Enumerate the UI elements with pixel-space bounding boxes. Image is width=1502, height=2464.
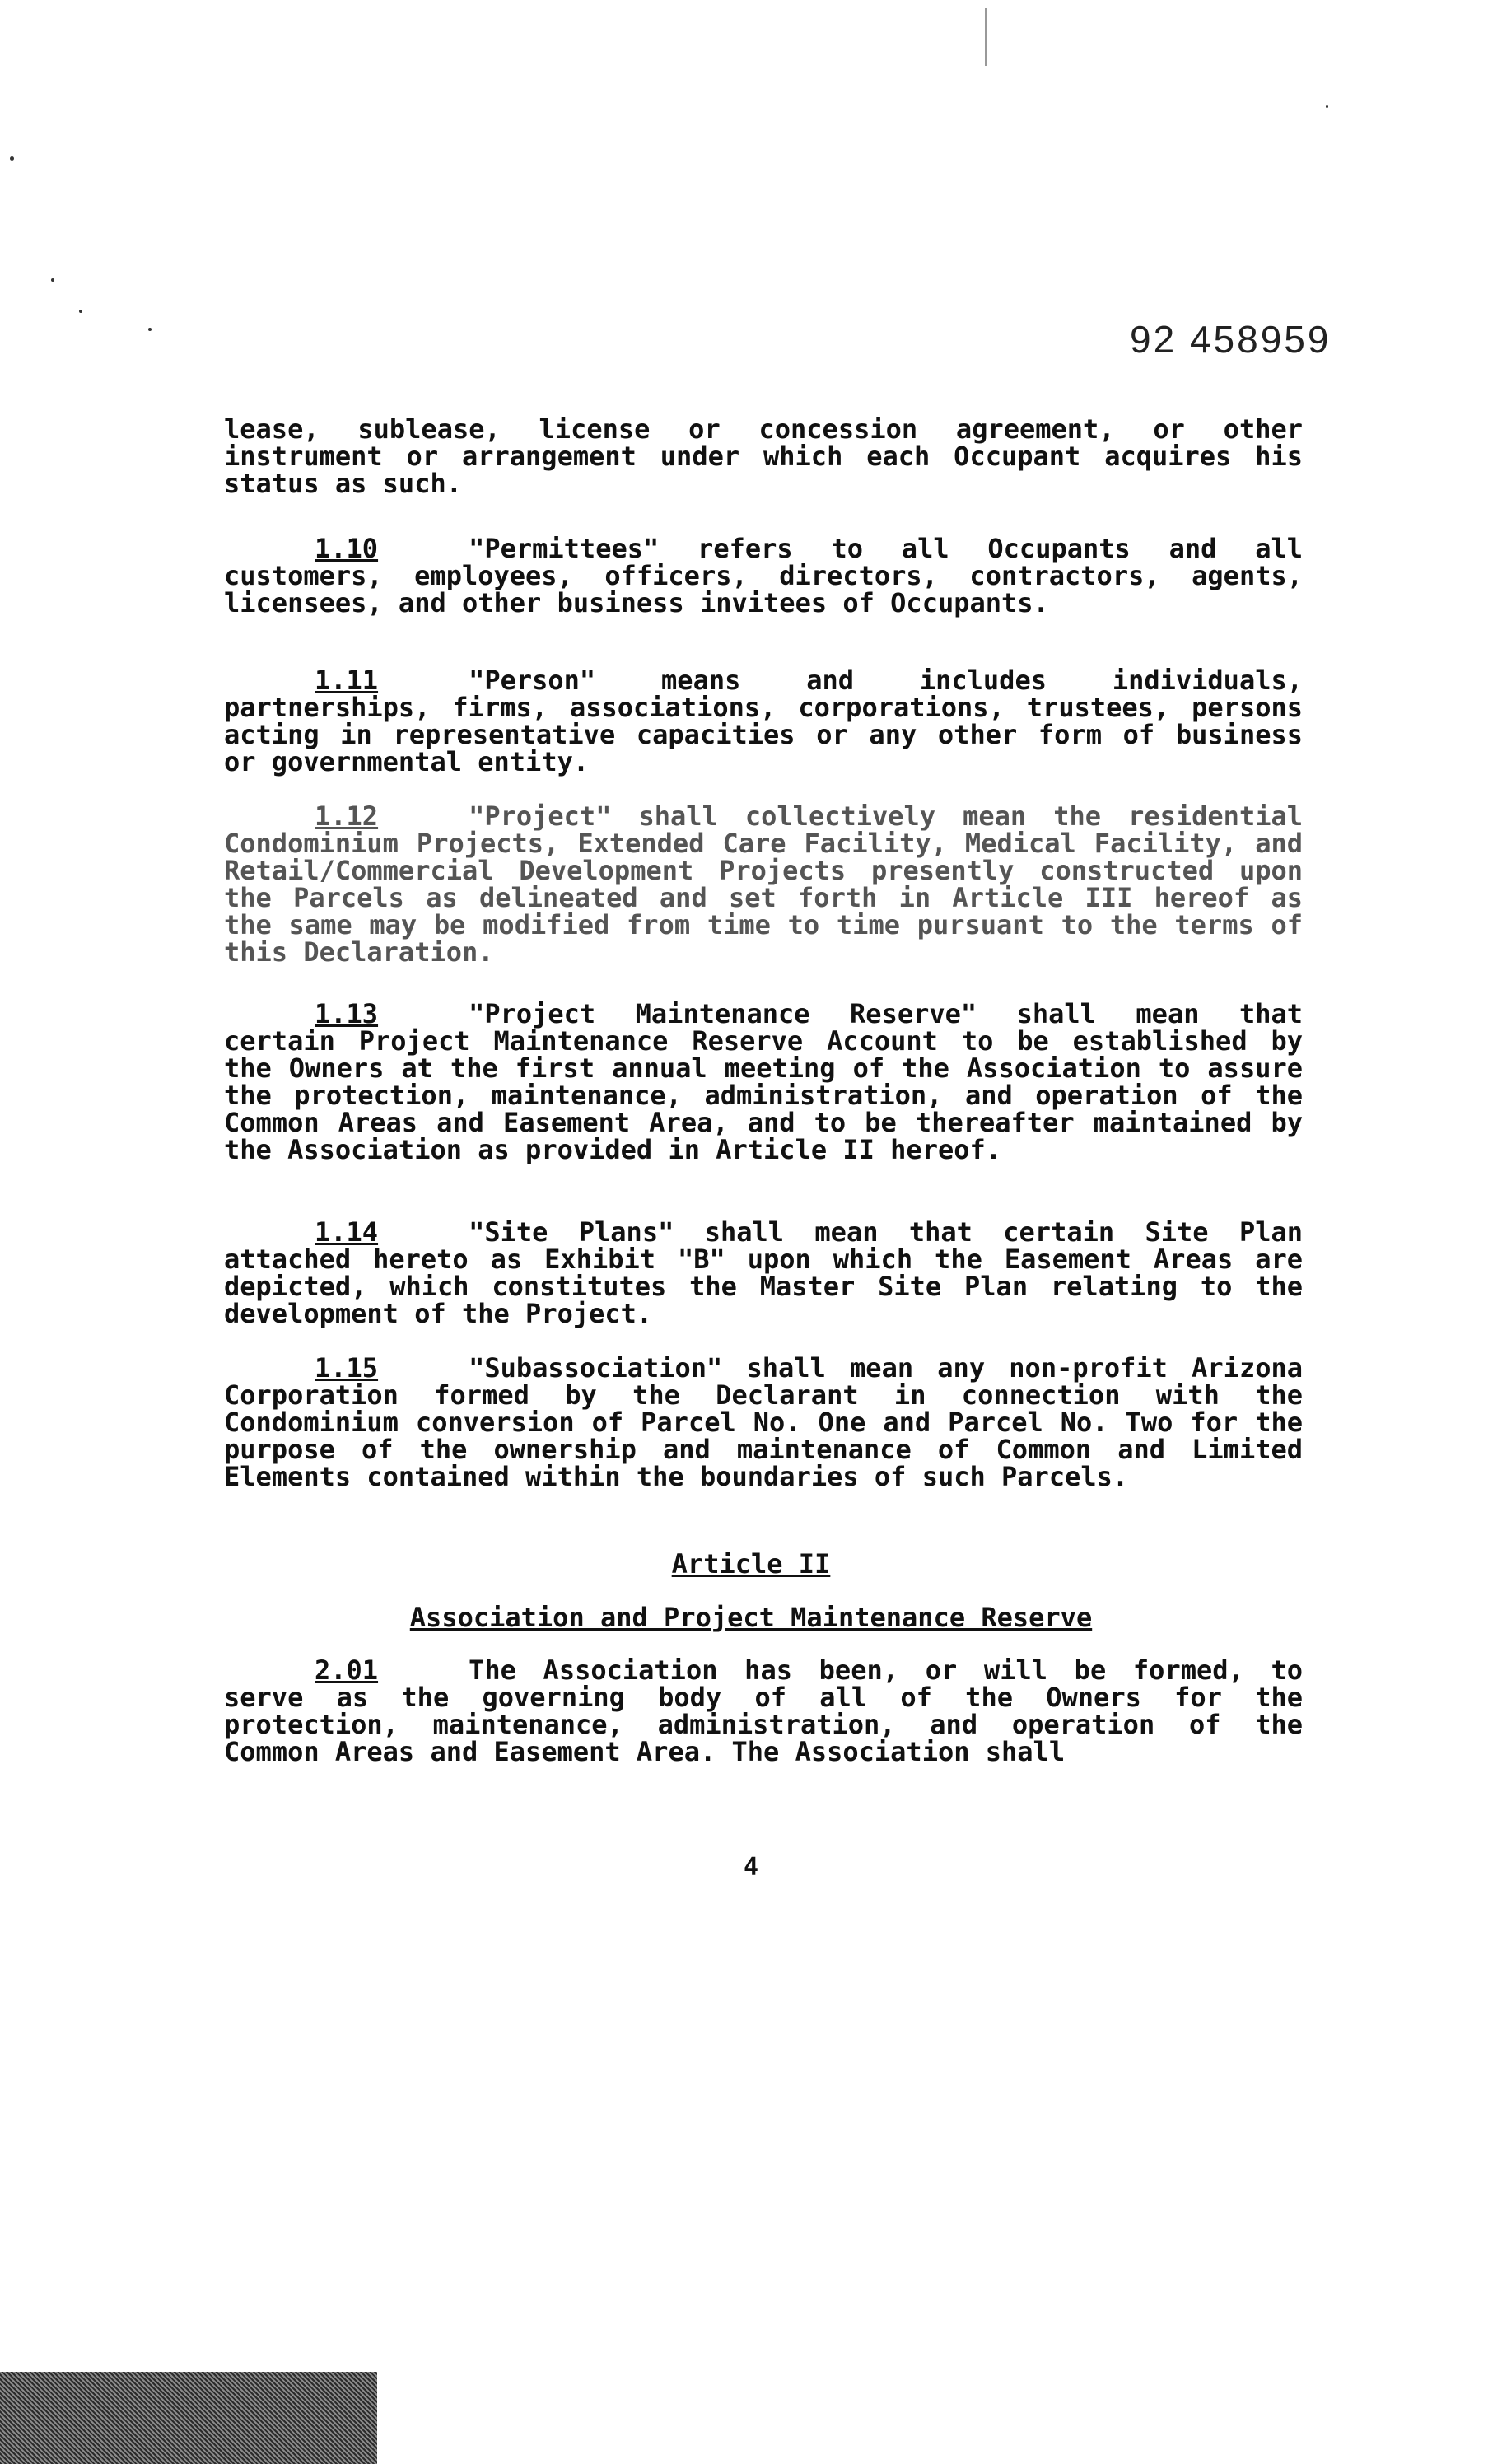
paragraph-text: "Project Maintenance Reserve" shall mean that certain Project Maintenance Reserve Account to be established by the Owners at the first annual meeting of the Association to assure the protection, maintenance, administration, and operation of the Common Areas and Easement Area, and to be thereafter maintained by the Association as provided in Article II hereof.: [224, 998, 1303, 1165]
scan-edge-mark: [985, 8, 987, 66]
scan-speck: [10, 156, 14, 161]
paragraph-1-13: [224, 998, 1303, 1165]
paragraph-number: 1.10: [315, 533, 379, 564]
paragraph-2-01: [224, 1654, 1303, 1767]
paragraph-text: "Project" shall collectively mean the residential Condominium Projects, Extended Care Facility, Medical Facility, and Retail/Commercial Development Projects presently constructed upon the Parcels as delineated and set forth in Article III hereof as the same may be modified from time to time pursuant to the terms of this Declaration.: [224, 800, 1303, 968]
scan-speck: [148, 328, 152, 331]
paragraph-1-15: [224, 1352, 1303, 1492]
article-subtitle: Association and Project Maintenance Reserve: [409, 1602, 1093, 1633]
paragraph-text: "Person" means and includes individuals, partnerships, firms, associations, corporations, trustees, persons acting in representative capacities or any other form of business or governmental entity.: [224, 665, 1303, 777]
paragraph-1-10: [224, 535, 1303, 617]
paragraph-number: 1.15: [315, 1352, 379, 1384]
paragraph-number: 1.13: [315, 998, 379, 1029]
paragraph-1-11: [224, 667, 1303, 776]
paragraph-number: 1.14: [315, 1216, 379, 1248]
continuation-text: lease, sublease, license or concession agreement, or other instrument or arrangement under which each Occupant acquires his status as such.: [224, 413, 1303, 499]
page-number: 4: [743, 1853, 759, 1882]
scan-speck: [1326, 105, 1328, 108]
paragraph-text: "Permittees" refers to all Occupants and all customers, employees, officers, directors, contractors, agents, licensees, and other business invitees of Occupants.: [224, 533, 1303, 618]
paragraph-number: 1.12: [315, 800, 379, 832]
paragraph-text: The Association has been, or will be formed, to serve as the governing body of all of the Owners for the protection, maintenance, administration, and operation of the Common Areas and Easement Area. The Association shall: [224, 1654, 1303, 1767]
scan-noise-patch: [0, 2372, 377, 2464]
article-title: Article II: [671, 1548, 831, 1580]
scan-speck: [79, 310, 82, 313]
paragraph-1-14: [224, 1216, 1303, 1329]
paragraph-text: "Subassociation" shall mean any non-profit Arizona Corporation formed by the Declarant in connection with the Condominium conversion of Parcel No. One and Parcel No. Two for the purpose of the ownership and maintenance of Common and Limited Elements contained within the boundaries of such Parcels.: [224, 1352, 1303, 1492]
paragraph-text: "Site Plans" shall mean that certain Site Plan attached hereto as Exhibit "B" upon which the Easement Areas are depicted, which constitutes the Master Site Plan relating to the development of the Project.: [224, 1216, 1303, 1329]
paragraph-1-12: [224, 800, 1303, 968]
paragraph-number: 1.11: [315, 665, 379, 696]
paragraph-number: 2.01: [315, 1654, 379, 1686]
scan-speck: [51, 278, 54, 282]
document-number: 92 458959: [1130, 318, 1332, 361]
